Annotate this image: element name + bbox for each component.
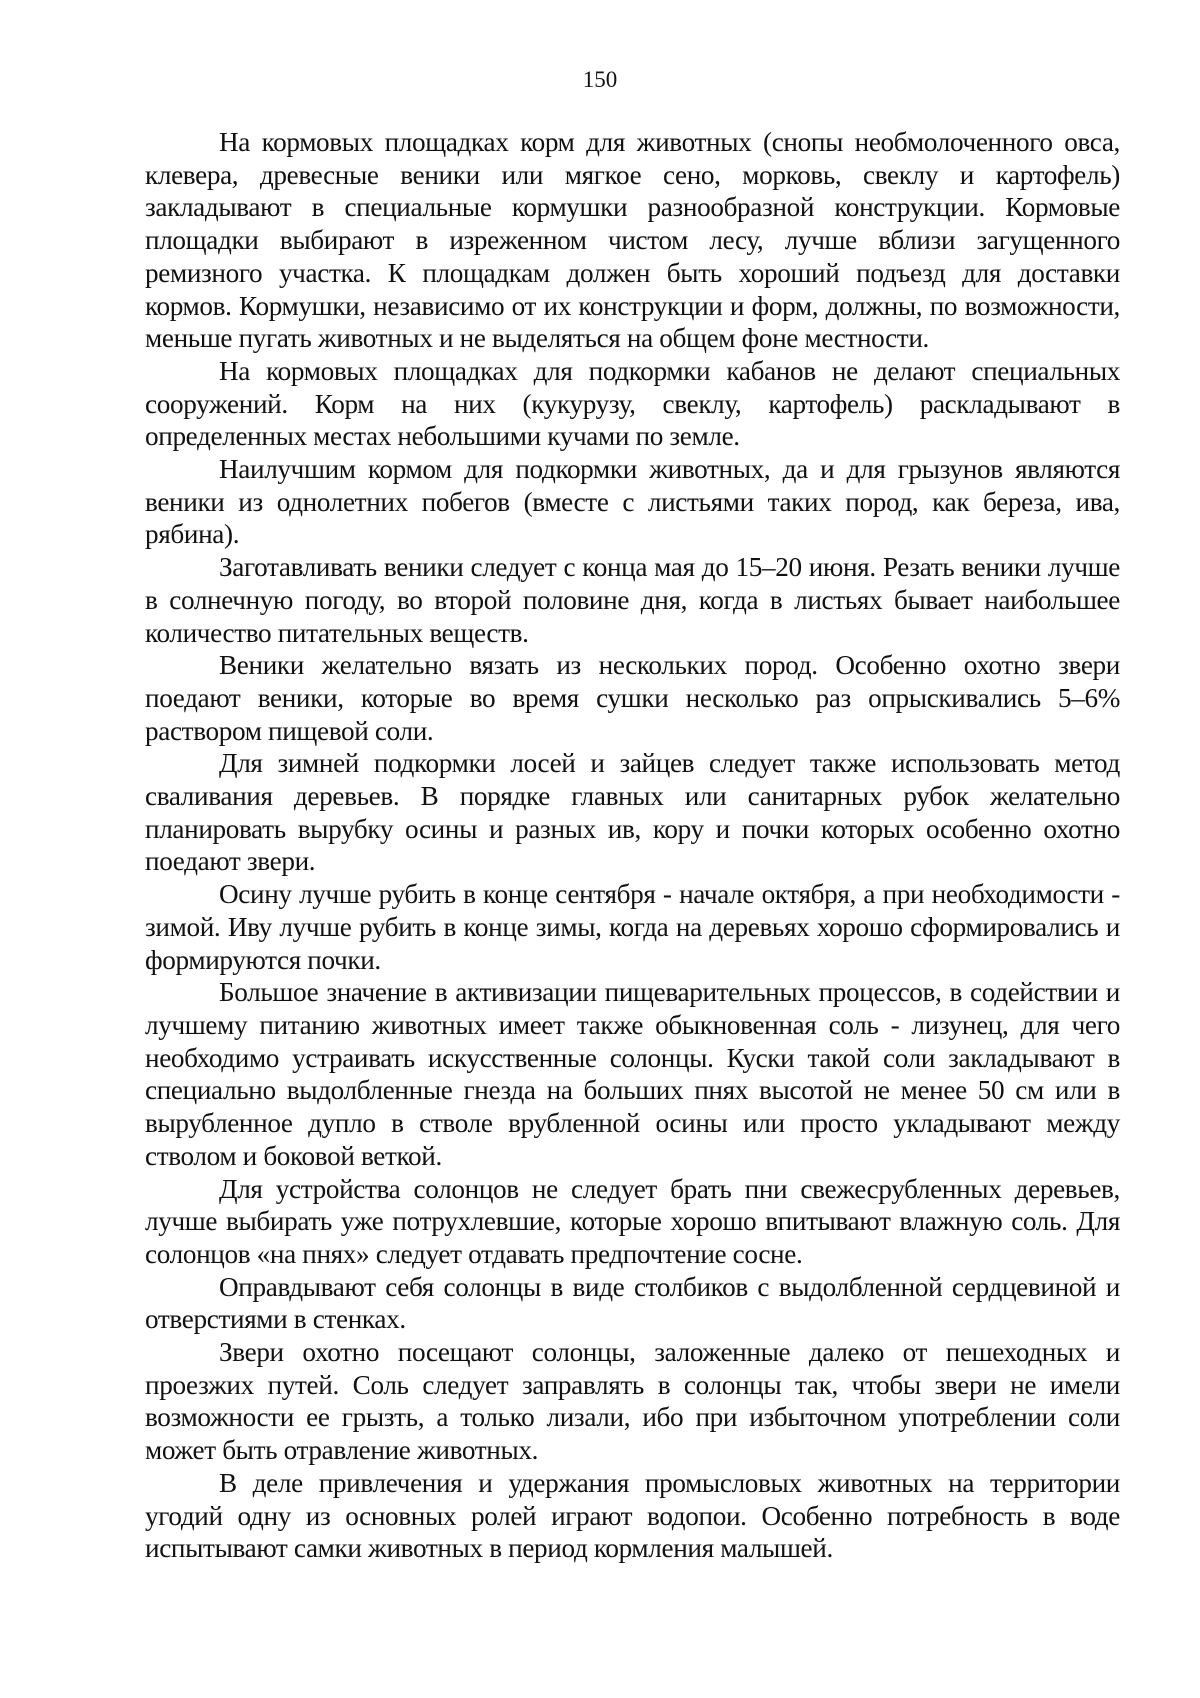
paragraph-lick-placement: Звери охотно посещают солонцы, заложенные далеко от пешеходных и проезжих путей. Соль следует заправлять в солонцы так, чтобы звери не имели возможности ее грызть, а только лизали, ибо при избыточном употреблении соли может быть отравление животных.	[145, 1337, 1120, 1466]
paragraph-stump-licks: Для устройства солонцов не следует брать пни свежесрубленных деревьев, лучше выбирать уже потрухлевшие, которые хорошо впитывают влажную соль. Для солонцов «на пнях» следует отдавать предпочтение сосне.	[145, 1173, 1120, 1269]
paragraph-post-licks: Оправдывают себя солонцы в виде столбиков с выдолбленной сердцевиной и отверстиями в стенках.	[145, 1271, 1120, 1335]
paragraph-watering-places: В деле привлечения и удержания промысловых животных на территории угодий одну из основных ролей играют водопои. Особенно потребность в воде испытывают самки животных в период кормления малышей.	[145, 1467, 1120, 1564]
paragraph-salt-licks: Большое значение в активизации пищеварительных процессов, в содействии и лучшему питанию животных имеет также обыкновенная соль - лизунец, для чего необходимо устраивать искусственные солонцы. Куски такой соли закладывают в специально выдолбленные гнезда на больших пнях высотой не менее 50 см или в вырубленное дупло в стволе врубленной осины или просто укладывают между стволом и боковой веткой.	[145, 977, 1120, 1171]
paragraph-boar-feeding: На кормовых площадках для подкормки кабанов не делают специальных сооружений. Корм на них (кукурузу, свеклу, картофель) раскладывают в определенных местах небольшими кучами по земле.	[145, 355, 1120, 452]
page-number: 150	[582, 67, 618, 92]
paragraph-best-feed: Наилучшим кормом для подкормки животных, да и для грызунов являются веники из однолетних побегов (вместе с листьями таких пород, как береза, ива, рябина).	[145, 454, 1120, 550]
paragraph-aspen-willow: Осину лучше рубить в конце сентября - начале октября, а при необходимости - зимой. Иву лучше рубить в конце зимы, когда на деревьях хорошо сформировались и формируются почки.	[145, 879, 1120, 975]
document-body	[145, 126, 1120, 1565]
paragraph-feeding-grounds: На кормовых площадках корм для животных (снопы необмолоченного овса, клевера, древесные веники или мягкое сено, морковь, свеклу и картофель) закладывают в специальные кормушки разнообразной конструкции. Кормовые площадки выбирают в изреженном чистом лесу, лучше вблизи загущенного ремизного участка. К площадкам должен быть хороший подъезд для доставки кормов. Кормушки, независимо от их конструкции и форм, должны, по возможности, меньше пугать животных и не выделяться на общем фоне местности.	[145, 127, 1120, 354]
paragraph-broom-species: Веники желательно вязать из нескольких пород. Особенно охотно звери поедают веники, которые во время сушки несколько раз опрыскивались 5–6% раствором пищевой соли.	[145, 650, 1120, 746]
paragraph-tree-felling: Для зимней подкормки лосей и зайцев следует также использовать метод сваливания деревьев. В порядке главных или санитарных рубок желательно планировать вырубку осины и разных ив, кору и почки которых особенно охотно поедают звери.	[145, 748, 1120, 877]
paragraph-broom-harvest: Заготавливать веники следует с конца мая до 15–20 июня. Резать веники лучше в солнечную погоду, во второй половине дня, когда в листьях бывает наибольшее количество питательных веществ.	[145, 552, 1120, 648]
